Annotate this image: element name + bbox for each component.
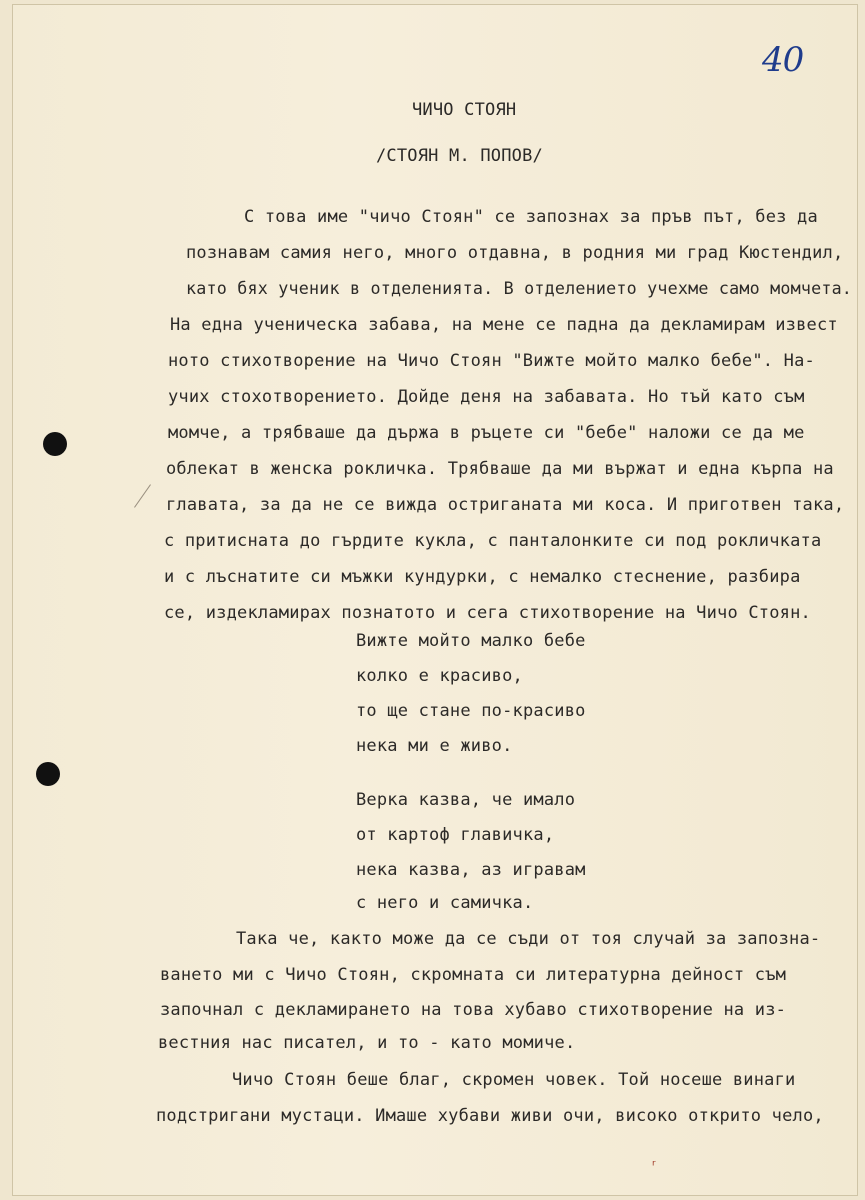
paragraph-line: Така че, както може да се съди от тоя случай за запозна-: [236, 929, 821, 949]
poem-line: нека ми е живо.: [356, 736, 513, 756]
poem-line: от картоф главичка,: [356, 825, 555, 845]
paragraph-line: облекат в женска рокличка. Трябваше да ми вържат и една кърпа на: [166, 459, 834, 479]
paragraph-line: Чичо Стоян беше благ, скромен човек. Той носеше винаги: [232, 1070, 796, 1090]
paragraph-line: ното стихотворение на Чичо Стоян "Вижте мойто малко бебе". На-: [168, 351, 815, 371]
poem-line: Верка казва, че имало: [356, 790, 576, 810]
paragraph-line: главата, за да не се вижда остриганата ми коса. И приготвен така,: [166, 495, 845, 515]
paragraph-line: познавам самия него, много отдавна, в родния ми град Кюстендил,: [186, 243, 844, 263]
poem-line: с него и самичка.: [356, 893, 534, 913]
paragraph-line: започнал с декламирането на това хубаво стихотворение на из-: [160, 1000, 787, 1020]
poem-line: колко е красиво,: [356, 666, 523, 686]
document-title: ЧИЧО СТОЯН: [412, 100, 517, 120]
paragraph-line: като бях ученик в отделенията. В отделението учехме само момчета.: [186, 279, 853, 299]
paragraph-line: и с лъснатите си мъжки кундурки, с немалко стеснение, разбира: [164, 567, 801, 587]
paragraph-line: подстригани мустаци. Имаше хубави живи очи, високо открито чело,: [156, 1106, 824, 1126]
paragraph-line: вестния нас писател, и то - като момиче.: [158, 1033, 576, 1053]
paragraph-line: С това име "чичо Стоян" се запознах за пръв път, без да: [244, 207, 818, 227]
paragraph-line: момче, а трябваше да държа в ръцете си "бебе" наложи се да ме: [168, 423, 805, 443]
paragraph-line: с притисната до гърдите кукла, с панталонките си под рокличката: [164, 531, 822, 551]
paragraph-line: учих стохотворението. Дойде деня на забавата. Но тъй като съм: [168, 387, 805, 407]
paragraph-line: На една ученическа забава, на мене се падна да декламирам извест: [170, 315, 838, 335]
punch-hole-icon: [36, 762, 60, 786]
handwritten-page-number: 40: [762, 40, 804, 80]
poem-line: то ще стане по-красиво: [356, 701, 586, 721]
document-subtitle: /СТОЯН М. ПОПОВ/: [376, 146, 543, 166]
paragraph-line: ването ми с Чичо Стоян, скромната си литературна дейност съм: [160, 965, 787, 985]
paragraph-line: се, издекламирах познатото и сега стихотворение на Чичо Стоян.: [164, 603, 811, 623]
ink-speck: ʳ: [650, 1158, 659, 1174]
poem-line: Вижте мойто малко бебе: [356, 631, 586, 651]
poem-line: нека казва, аз игравам: [356, 860, 586, 880]
punch-hole-icon: [43, 432, 67, 456]
